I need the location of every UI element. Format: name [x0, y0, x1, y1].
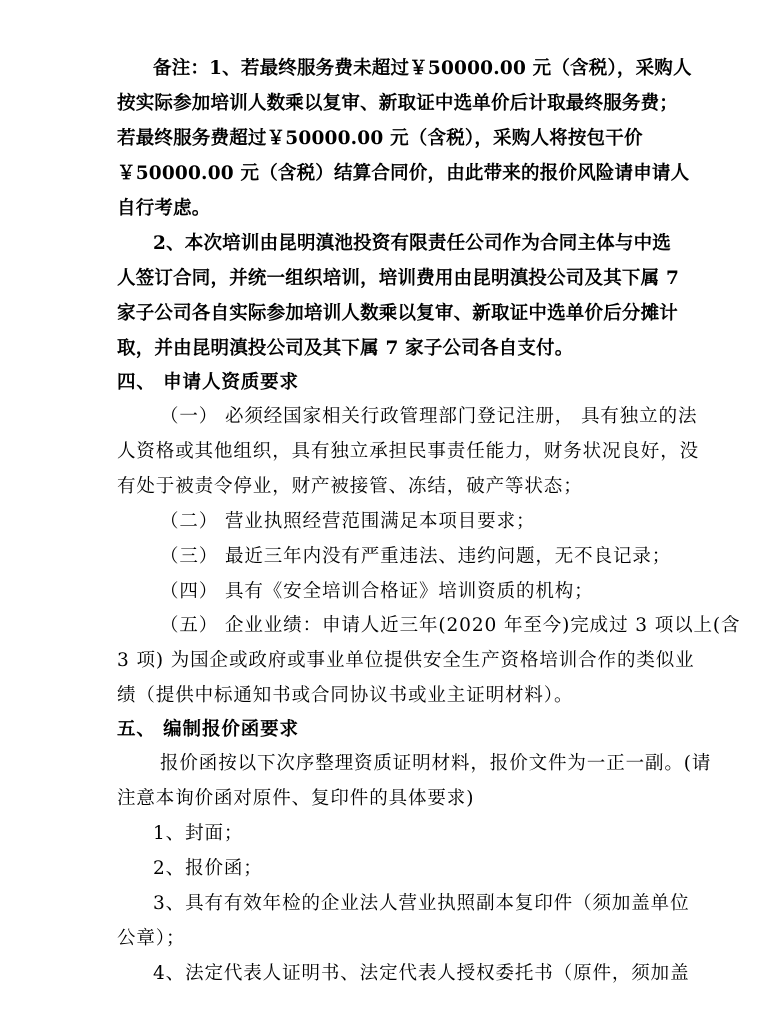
section5-item-1: 1、封面；: [153, 823, 244, 844]
section5-intro-line-1: 报价函按以下次序整理资质证明材料，报价文件为一正一副。(请: [160, 753, 712, 774]
note2-line-3: 家子公司各自实际参加培训人数乘以复审、新取证中选单价后分摊计: [117, 303, 679, 324]
section4-heading: 四、 申请人资质要求: [117, 372, 299, 393]
section4-item-1-line-2: 人资格或其他组织，具有独立承担民事责任能力，财务状况良好，没: [117, 441, 700, 462]
section4-item-5-line-1: （五） 企业业绩：申请人近三年(2020 年至今)完成过 3 项以上(含: [160, 615, 741, 636]
note1-line-3: 若最终服务费超过￥50000.00 元（含税），采购人将按包干价: [117, 128, 643, 149]
note2-line-1: 2、本次培训由昆明滇池投资有限责任公司作为合同主体与中选: [153, 233, 671, 254]
section4-item-1-line-3: 有处于被责令停业，财产被接管、冻结，破产等状态；: [117, 476, 583, 497]
note1-line-5: 自行考虑。: [117, 198, 211, 219]
section4-item-1-line-1: （一） 必须经国家相关行政管理部门登记注册， 具有独立的法: [160, 406, 698, 427]
section4-item-5-line-2: 3 项) 为国企或政府或事业单位提供安全生产资格培训合作的类似业: [117, 650, 695, 671]
section5-intro-line-2: 注意本询价函对原件、复印件的具体要求): [117, 788, 475, 809]
note2-line-4: 取，并由昆明滇投公司及其下属 7 家子公司各自支付。: [117, 338, 574, 359]
section4-item-3: （三） 最近三年内没有严重违法、违约问题，无不良记录；: [160, 546, 672, 567]
section5-item-3-line-1: 3、具有有效年检的企业法人营业执照副本复印件（须加盖单位: [153, 893, 690, 914]
section4-item-2: （二） 营业执照经营范围满足本项目要求；: [160, 511, 536, 532]
note1-line-2: 按实际参加培训人数乘以复审、新取证中选单价后计取最终服务费；: [117, 93, 679, 114]
note2-line-2: 人签订合同，并统一组织培训，培训费用由昆明滇投公司及其下属 7: [117, 268, 680, 289]
note1-line-4: ￥50000.00 元（含税）结算合同价，由此带来的报价风险请申请人: [117, 163, 690, 184]
section5-item-3-line-2: 公章）；: [117, 928, 186, 949]
section4-item-4: （四） 具有《安全培训合格证》培训资质的机构；: [160, 581, 594, 602]
section5-heading: 五、 编制报价函要求: [117, 719, 299, 740]
section5-item-2: 2、报价函；: [153, 858, 263, 879]
section5-item-4-line-1: 4、法定代表人证明书、法定代表人授权委托书（原件，须加盖: [153, 963, 690, 984]
note1-line-1: 备注：1、若最终服务费未超过￥50000.00 元（含税），采购人: [153, 58, 692, 79]
section4-item-5-line-3: 绩（提供中标通知书或合同协议书或业主证明材料）。: [117, 685, 574, 706]
